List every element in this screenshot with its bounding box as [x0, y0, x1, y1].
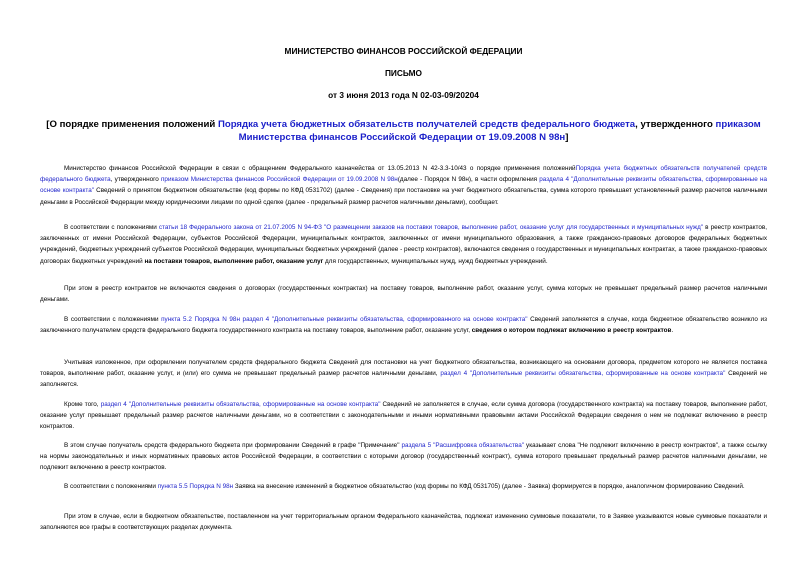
p4-bold: сведения о котором подлежат включению в реестр контрактов: [471, 327, 672, 335]
p6-text-a: Кроме того,: [64, 401, 101, 408]
p6-text-b: Сведений не заполняется в случае, если сумма договора (государственного контракта) на поставку товаров, выполнение работ, оказание услуг превышает предельный размер расчетов наличными деньгами, но в соответствии с законодательными и иными нормативными правовыми актами Российской Федерации сведения о нем не подлежат включению в реестр контрактов.: [40, 401, 767, 431]
title-link-order[interactable]: приказом Министерства финансов Российской Федерации от 19.09.2008 N 98н: [238, 119, 761, 143]
title-text-2: , утвержденного: [635, 119, 716, 130]
p3-text-a: При этом в реестр контрактов не включаются сведения о договорах (государственных контрактах) на поставку товаров, выполнение работ, оказание услуг, сумма которых не превышает предельный размер расчетов наличными деньгами.: [40, 285, 767, 304]
p1-text-b: , утвержденного: [110, 176, 161, 184]
p6-link-section4[interactable]: раздел 4 "Дополнительные реквизиты обязательства, сформированные на основе контракта": [100, 401, 381, 408]
p1-text-c: (далее - Порядок N 98н), в части оформления: [397, 176, 540, 184]
p1-text-a: Министерство финансов Российской Федерации в связи с обращением Федерального казначейства от 13.05.2013 N 42-3.3-10/43 о порядке применения положений: [64, 165, 576, 172]
doc-type-heading: ПИСЬМО: [384, 68, 423, 78]
p1-link-procedure[interactable]: Порядка учета бюджетных обязательств получателей средств федерального бюджета: [40, 165, 767, 184]
p7-text-a: В этом случае получатель средств федерального бюджета при формировании Сведений в графе "Примечание": [64, 442, 402, 449]
title-text-3: ]: [565, 131, 569, 143]
paragraph-8: [40, 481, 767, 492]
p7-link-section5[interactable]: раздела 5 "Расшифровка обязательства": [401, 442, 524, 449]
p2-bold: на поставки товаров, выполнение работ, оказание услуг: [144, 257, 324, 265]
document-title: [40, 119, 767, 144]
paragraph-9: [40, 511, 767, 533]
paragraph-7: [40, 440, 767, 474]
p1-link-order[interactable]: приказом Министерства финансов Российской Федерации от 19.09.2008 N 98н: [161, 176, 398, 184]
paragraph-2: [40, 222, 767, 267]
p1-text-d: Сведений о принятом бюджетном обязательстве (код формы по КФД 0531702) (далее - Сведения) при постановке на учет бюджетного обязательства, сумма которого превышает установленный размер расчетов наличными деньгами в Российской Федерации между юридическими лицами по одной сделке (далее - предельный размер расчетов наличными деньгами), сообщает.: [40, 187, 768, 206]
p2-text-c: для государственных, муниципальных нужд, нужд бюджетных учреждений.: [323, 257, 548, 265]
paragraph-5: [40, 357, 767, 391]
paragraph-3: [40, 283, 767, 305]
paragraph-1: [40, 163, 767, 208]
ministry-heading: МИНИСТЕРСТВО ФИНАНСОВ РОССИЙСКОЙ ФЕДЕРАЦИИ: [284, 46, 523, 56]
p4-text-b: Сведений заполняется в случае, когда бюджетное обязательство возникло из заключенного получателем средств федерального бюджета государственного контракта на поставку товаров, выполнение работ, оказание услуг,: [40, 316, 767, 335]
paragraph-6: [40, 399, 767, 433]
paragraph-4: [40, 314, 767, 336]
p4-text-c: .: [671, 327, 674, 335]
p8-link-clause55[interactable]: пункта 5.5 Порядка N 98н: [157, 483, 234, 490]
p2-text-b: в реестр контрактов, заключенных от имени Российской Федерации, субъектов Российской Федерации, муниципальных контрактов, заключенных от имени муниципального образования, а также гражданско-правовых договоров федеральных бюджетных учреждений, бюджетных учреждений субъектов Российской Федерации, муниципальных бюджетных учреждений (далее - реестр контрактов), включаются сведения о государственных и муниципальных контрактах, а также гражданско-правовых договорах бюджетных учреждений: [40, 224, 768, 265]
p5-text-b: Сведений не заполняется.: [40, 370, 767, 389]
p2-text-a: В соответствии с положениями: [64, 224, 159, 231]
p1-link-section4[interactable]: раздела 4 "Дополнительные реквизиты обязательства, сформированные на основе контракта": [40, 176, 767, 195]
p5-link-section4[interactable]: раздел 4 "Дополнительные реквизиты обязательства, сформированные на основе контракта": [440, 370, 726, 378]
title-link-procedure[interactable]: Порядка учета бюджетных обязательств получателей средств федерального бюджета: [217, 119, 636, 130]
doc-date-number: от 3 июня 2013 года N 02-03-09/20204: [328, 90, 479, 100]
p8-text-a: В соответствии с положениями: [64, 483, 158, 490]
p9-text-a: При этом в случае, если в бюджетном обязательстве, поставленном на учет территориальным органом Федерального казначейства, подлежат изменению суммовые показатели, то в Заявке указываются новые суммовые показатели и заполняются все графы в соответствующих разделах документа.: [40, 513, 767, 532]
p8-text-b: Заявка на внесение изменений в бюджетное обязательство (код формы по КФД 0531705) (далее - Заявка) формируется в порядке, аналогичном формированию Сведений.: [233, 483, 745, 490]
p4-link-clause52[interactable]: пункта 5.2 Порядка N 98н раздел 4 "Дополнительные реквизиты обязательства, сформированного на основе контракта": [161, 316, 528, 323]
p4-text-a: В соответствии с положениями: [64, 316, 162, 323]
p2-link-article18[interactable]: статьи 18 Федерального закона от 21.07.2005 N 94-ФЗ "О размещении заказов на поставки товаров, выполнение работ, оказание услуг для государственных и муниципальных нужд": [158, 224, 704, 231]
p7-text-b: указывает слова "Не подлежит включению в реестр контрактов", а также ссылку на нормы законодательных и иных нормативных правовых актов Российской Федерации, в соответствии с которыми договор (государственный контракт), сумма которого превышает предельный размер расчетов наличными деньгами, не подлежит включению в реестр контрактов.: [40, 442, 767, 472]
title-text-1: [О порядке применения положений: [46, 119, 218, 130]
p5-text-a: Учитывая изложенное, при оформлении получателем средств федерального бюджета Сведений для постановки на учет бюджетного обязательства, возникающего на основании договора, предметом которого не является поставка товаров, выполнение работ, оказание услуг, и (или) его сумма не превышает предельный размер расчетов наличными деньгами,: [40, 359, 767, 378]
